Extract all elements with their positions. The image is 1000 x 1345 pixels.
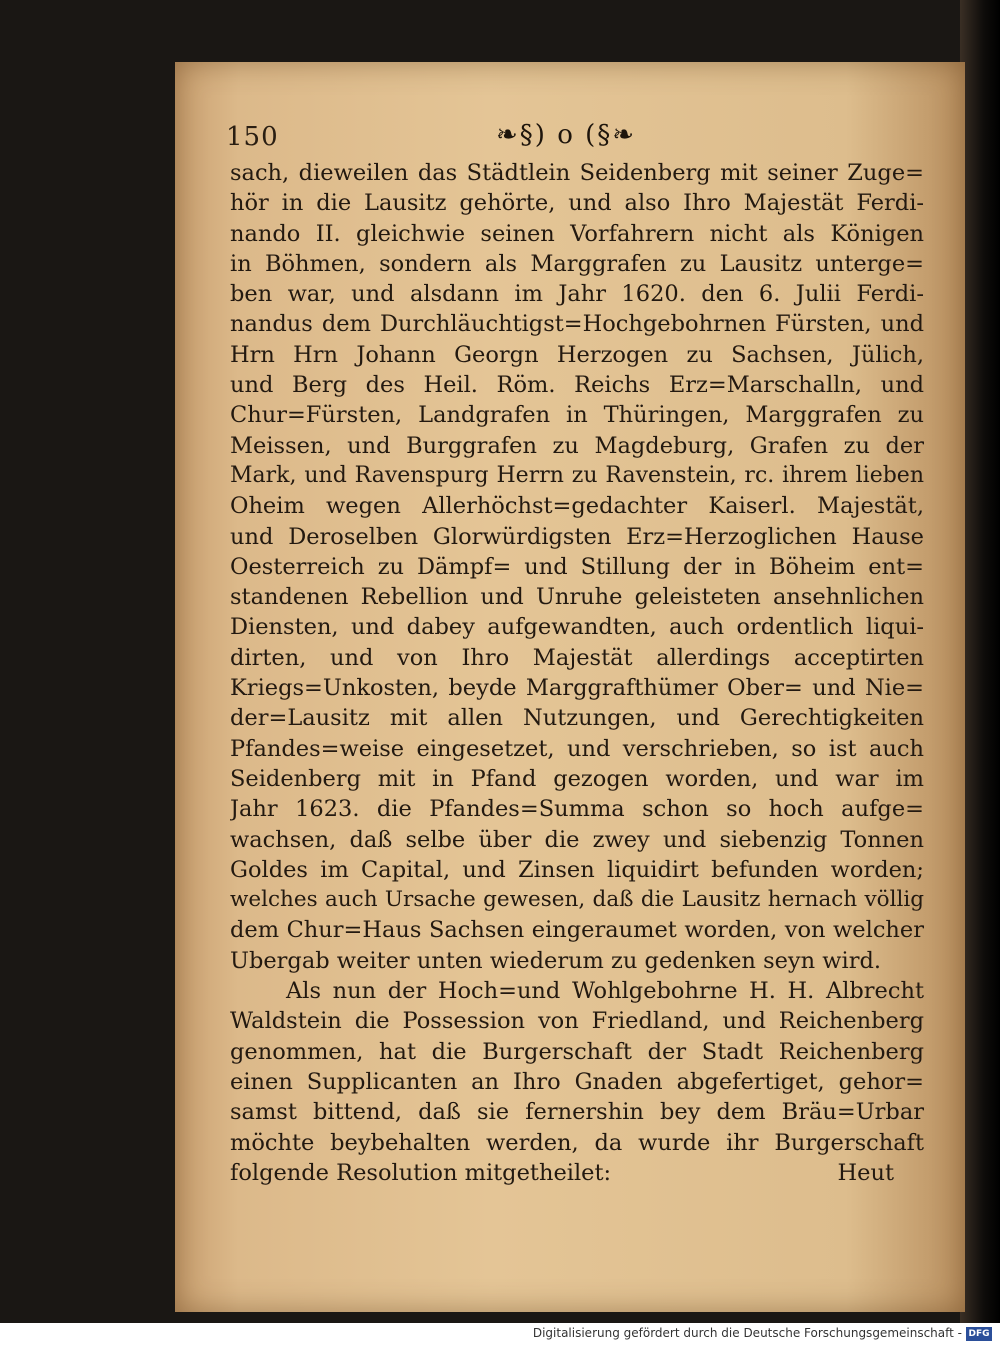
text-line: und Deroselben Glorwürdigsten Erz=Herzoglichen Hause (230, 523, 924, 550)
text-line: standenen Rebellion und Unruhe geleisteten ansehnlichen (230, 584, 924, 611)
text-line: Goldes im Capital, und Zinsen liquidirt befunden worden; (230, 856, 924, 883)
final-line (230, 1158, 924, 1188)
text-line: einen Supplicanten an Ihro Gnaden abgefertiget, gehor= (230, 1068, 924, 1095)
text-line: genommen, hat die Burgerschaft der Stadt Reichenberg (230, 1038, 924, 1065)
text-line: Jahr 1623. die Pfandes=Summa schon so hoch aufge= (230, 796, 924, 823)
text-line: Chur=Fürsten, Landgrafen in Thüringen, Marggrafen zu (230, 402, 924, 429)
text-line: Oesterreich zu Dämpf= und Stillung der in Böheim ent= (230, 553, 924, 580)
text-line: Kriegs=Unkosten, beyde Marggrafthümer Ober= und Nie= (230, 675, 924, 702)
dfg-logo: DFG (966, 1327, 992, 1341)
page-number: 150 (226, 122, 279, 152)
header-ornament: ❧§) o (§❧ (496, 120, 637, 150)
text-line: dirten, und von Ihro Majestät allerdings acceptirten (230, 644, 924, 671)
text-line: Mark, und Ravenspurg Herrn zu Ravenstein, rc. ihrem lieben (230, 462, 924, 488)
text-line: Meissen, und Burggrafen zu Magdeburg, Grafen zu der (230, 432, 924, 459)
text-line: nando II. gleichwie seinen Vorfahrern nicht als Königen (230, 220, 924, 247)
text-line: in Böhmen, sondern als Marggrafen zu Lausitz unterge= (230, 250, 924, 277)
text-line: Diensten, und dabey aufgewandten, auch ordentlich liqui- (230, 614, 924, 641)
text-line: welches auch Ursache gewesen, daß die Lausitz hernach völlig (230, 887, 924, 913)
text-line: Waldstein die Possession von Friedland, und Reichenberg (230, 1008, 924, 1035)
text-line: nandus dem Durchläuchtigst=Hochgebohrnen Fürsten, und (230, 311, 924, 338)
text-line: Ubergab weiter unten wiederum zu gedenken seyn wird. (230, 947, 882, 974)
text-line: Pfandes=weise eingesetzet, und verschrieben, so ist auch (230, 735, 924, 762)
final-line-text: folgende Resolution mitgetheilet: (230, 1159, 612, 1186)
text-line: der=Lausitz mit allen Nutzungen, und Gerechtigkeiten (230, 705, 924, 732)
paragraph-start-line: Als nun der Hoch=und Wohlgebohrne H. H. Albrecht (286, 978, 924, 1005)
text-line: wachsen, daß selbe über die zwey und siebenzig Tonnen (230, 826, 924, 853)
footer-credit: Digitalisierung gefördert durch die Deutsche Forschungsgemeinschaft - (532, 1326, 962, 1340)
text-line: hör in die Lausitz gehörte, und also Ihro Majestät Ferdi- (230, 190, 924, 217)
text-line: samst bittend, daß sie fernershin bey dem Bräu=Urbar (230, 1099, 924, 1126)
body-text (230, 158, 924, 1188)
text-line: und Berg des Heil. Röm. Reichs Erz=Marschalln, und (230, 372, 924, 399)
text-line: Seidenberg mit in Pfand gezogen worden, und war im (230, 765, 924, 792)
footer-bar (0, 1323, 1000, 1345)
catchword: Heut (837, 1159, 894, 1186)
text-line: ben war, und alsdann im Jahr 1620. den 6. Julii Ferdi- (230, 281, 924, 308)
text-line: sach, dieweilen das Städtlein Seidenberg mit seiner Zuge= (230, 160, 924, 186)
text-line: Hrn Hrn Johann Georgn Herzogen zu Sachsen, Jülich, (230, 341, 924, 368)
text-line: dem Chur=Haus Sachsen eingeraumet worden, von welcher (230, 917, 924, 944)
text-line: möchte beybehalten werden, da wurde ihr Burgerschaft (230, 1129, 924, 1156)
page-header (226, 118, 906, 154)
text-line: Oheim wegen Allerhöchst=gedachter Kaiserl. Majestät, (230, 493, 924, 520)
book-spine (960, 0, 1000, 1323)
